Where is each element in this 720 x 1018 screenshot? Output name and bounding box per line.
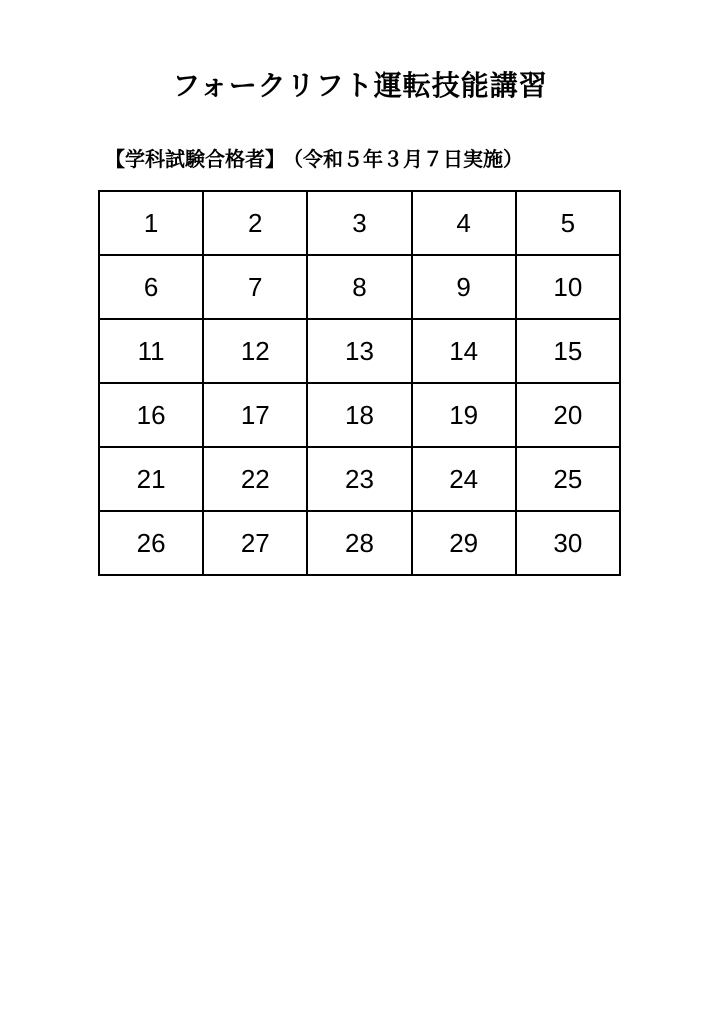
passer-number-cell: 24 <box>412 447 516 511</box>
passer-number-cell: 4 <box>412 191 516 255</box>
section-label: 【学科試験合格者】 <box>105 147 285 171</box>
table-row <box>99 191 620 255</box>
table-row <box>99 511 620 575</box>
passer-number-cell: 14 <box>412 319 516 383</box>
passer-number-cell: 12 <box>203 319 307 383</box>
passer-number-table <box>98 190 621 576</box>
table-row <box>99 447 620 511</box>
passer-number-cell: 2 <box>203 191 307 255</box>
passer-number-cell: 5 <box>516 191 620 255</box>
passer-number-cell: 9 <box>412 255 516 319</box>
passer-number-cell: 16 <box>99 383 203 447</box>
passer-number-cell: 27 <box>203 511 307 575</box>
passer-number-cell: 10 <box>516 255 620 319</box>
passer-number-cell: 6 <box>99 255 203 319</box>
passer-number-cell: 25 <box>516 447 620 511</box>
passer-number-cell: 23 <box>307 447 411 511</box>
passer-number-cell: 3 <box>307 191 411 255</box>
passer-number-cell: 30 <box>516 511 620 575</box>
table-row <box>99 255 620 319</box>
passer-number-cell: 1 <box>99 191 203 255</box>
passer-number-cell: 22 <box>203 447 307 511</box>
passer-number-cell: 18 <box>307 383 411 447</box>
passer-number-cell: 20 <box>516 383 620 447</box>
passer-number-cell: 29 <box>412 511 516 575</box>
passer-number-cell: 26 <box>99 511 203 575</box>
page-title: フォークリフト運転技能講習 <box>172 69 548 102</box>
table-row <box>99 383 620 447</box>
passer-number-cell: 28 <box>307 511 411 575</box>
passer-number-cell: 17 <box>203 383 307 447</box>
passer-number-cell: 19 <box>412 383 516 447</box>
exam-date-note: （令和５年３月７日実施） <box>293 147 523 171</box>
passer-number-cell: 7 <box>203 255 307 319</box>
section-heading <box>105 144 523 174</box>
passer-number-cell: 15 <box>516 319 620 383</box>
passer-number-cell: 11 <box>99 319 203 383</box>
passer-number-cell: 8 <box>307 255 411 319</box>
passer-number-cell: 13 <box>307 319 411 383</box>
table-row <box>99 319 620 383</box>
passer-number-cell: 21 <box>99 447 203 511</box>
